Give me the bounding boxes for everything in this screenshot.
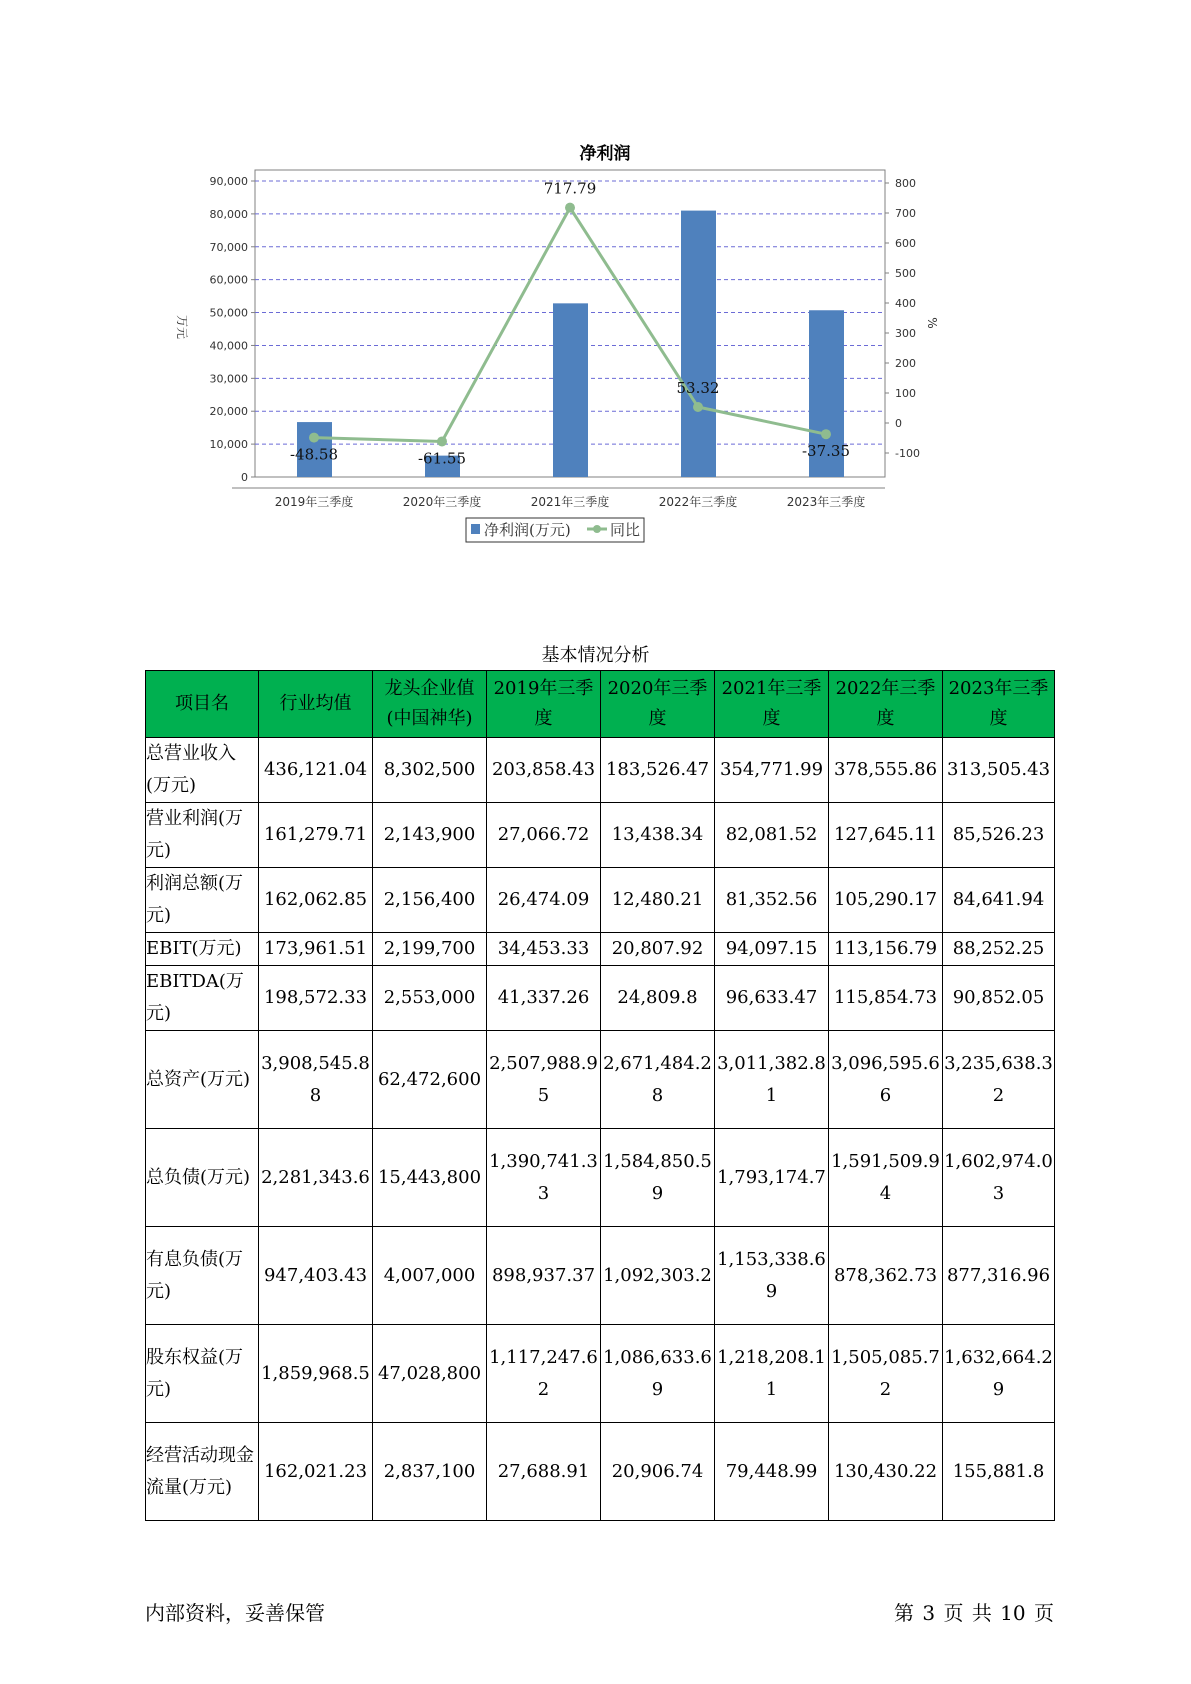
value-cell: 2,507,988.95 — [487, 1031, 601, 1129]
value-cell: 82,081.52 — [715, 803, 829, 868]
table-row — [146, 738, 1055, 803]
value-cell: 313,505.43 — [943, 738, 1055, 803]
value-cell: 27,688.91 — [487, 1423, 601, 1521]
row-label-cell: 股东权益(万元) — [146, 1325, 259, 1423]
value-cell: 94,097.15 — [715, 933, 829, 966]
value-cell: 436,121.04 — [259, 738, 373, 803]
value-cell: 1,390,741.33 — [487, 1129, 601, 1227]
y2-tick-label: 700 — [895, 207, 916, 220]
header-cell: 2023年三季度 — [943, 671, 1055, 738]
y-tick-label: 20,000 — [209, 405, 248, 419]
value-cell: 88,252.25 — [943, 933, 1055, 966]
table-row — [146, 1129, 1055, 1227]
table-row — [146, 966, 1055, 1031]
value-cell: 20,906.74 — [601, 1423, 715, 1521]
table-row — [146, 1227, 1055, 1325]
net-profit-chart — [150, 130, 1050, 600]
chart-svg — [150, 130, 1050, 600]
value-cell: 12,480.21 — [601, 868, 715, 933]
value-cell: 113,156.79 — [829, 933, 943, 966]
value-cell: 898,937.37 — [487, 1227, 601, 1325]
y2-tick-label: 800 — [895, 177, 916, 190]
table-row — [146, 1031, 1055, 1129]
value-cell: 2,837,100 — [373, 1423, 487, 1521]
y2-tick-label: 600 — [895, 237, 916, 250]
value-cell: 2,156,400 — [373, 868, 487, 933]
yoy-point — [437, 436, 447, 446]
value-cell: 24,809.8 — [601, 966, 715, 1031]
y-tick-label: 30,000 — [209, 372, 248, 386]
value-cell: 183,526.47 — [601, 738, 715, 803]
value-cell: 2,199,700 — [373, 933, 487, 966]
value-cell: 1,092,303.2 — [601, 1227, 715, 1325]
value-cell: 2,281,343.6 — [259, 1129, 373, 1227]
legend-bar-swatch — [471, 524, 480, 534]
table-title: 基本情况分析 — [541, 645, 650, 666]
value-cell: 26,474.09 — [487, 868, 601, 933]
value-cell: 79,448.99 — [715, 1423, 829, 1521]
basic-analysis-table — [145, 670, 1055, 1521]
value-cell: 90,852.05 — [943, 966, 1055, 1031]
value-cell: 1,793,174.7 — [715, 1129, 829, 1227]
legend-line-label: 同比 — [610, 521, 641, 539]
bar — [553, 303, 588, 477]
value-cell: 3,908,545.88 — [259, 1031, 373, 1129]
table-row — [146, 1325, 1055, 1423]
y2-tick-label: 400 — [895, 297, 916, 310]
table-row — [146, 933, 1055, 966]
y2-tick-label: -100 — [895, 447, 920, 460]
x-tick-label: 2022年三季度 — [658, 495, 738, 509]
y-tick-label: 60,000 — [209, 273, 248, 287]
footer-confidential: 内部资料，妥善保管 — [145, 1601, 325, 1625]
data-label: 53.32 — [676, 379, 720, 398]
value-cell: 1,117,247.62 — [487, 1325, 601, 1423]
row-label-cell: 经营活动现金流量(万元) — [146, 1423, 259, 1521]
value-cell: 162,021.23 — [259, 1423, 373, 1521]
value-cell: 2,143,900 — [373, 803, 487, 868]
chart-title: 净利润 — [579, 144, 631, 164]
value-cell: 62,472,600 — [373, 1031, 487, 1129]
value-cell: 4,007,000 — [373, 1227, 487, 1325]
y-tick-label: 80,000 — [209, 207, 248, 221]
value-cell: 1,153,338.69 — [715, 1227, 829, 1325]
header-cell: 龙头企业值(中国神华) — [373, 671, 487, 738]
value-cell: 203,858.43 — [487, 738, 601, 803]
x-tick-label: 2019年三季度 — [274, 495, 354, 509]
value-cell: 877,316.96 — [943, 1227, 1055, 1325]
row-label-cell: 总资产(万元) — [146, 1031, 259, 1129]
value-cell: 947,403.43 — [259, 1227, 373, 1325]
value-cell: 161,279.71 — [259, 803, 373, 868]
value-cell: 173,961.51 — [259, 933, 373, 966]
value-cell: 2,553,000 — [373, 966, 487, 1031]
yoy-point — [693, 402, 703, 412]
row-label-cell: 有息负债(万元) — [146, 1227, 259, 1325]
table-row — [146, 868, 1055, 933]
table-header-row — [146, 671, 1055, 738]
value-cell: 878,362.73 — [829, 1227, 943, 1325]
y2-tick-label: 100 — [895, 387, 916, 400]
value-cell: 1,602,974.03 — [943, 1129, 1055, 1227]
value-cell: 1,218,208.11 — [715, 1325, 829, 1423]
header-cell: 2022年三季度 — [829, 671, 943, 738]
value-cell: 1,632,664.29 — [943, 1325, 1055, 1423]
bar — [681, 211, 716, 477]
value-cell: 1,591,509.94 — [829, 1129, 943, 1227]
value-cell: 130,430.22 — [829, 1423, 943, 1521]
value-cell: 81,352.56 — [715, 868, 829, 933]
row-label-cell: EBIT(万元) — [146, 933, 259, 966]
x-tick-label: 2021年三季度 — [530, 495, 610, 509]
header-cell: 2020年三季度 — [601, 671, 715, 738]
row-label-cell: 总营业收入(万元) — [146, 738, 259, 803]
table-row — [146, 1423, 1055, 1521]
row-label-cell: 总负债(万元) — [146, 1129, 259, 1227]
value-cell: 127,645.11 — [829, 803, 943, 868]
header-cell: 行业均值 — [259, 671, 373, 738]
data-label: -48.58 — [289, 445, 339, 464]
value-cell: 3,011,382.81 — [715, 1031, 829, 1129]
y-tick-label: 70,000 — [209, 240, 248, 254]
x-tick-label: 2020年三季度 — [402, 495, 482, 509]
row-label-cell: 利润总额(万元) — [146, 868, 259, 933]
data-label: -37.35 — [801, 442, 851, 461]
value-cell: 34,453.33 — [487, 933, 601, 966]
header-cell: 项目名 — [146, 671, 259, 738]
value-cell: 198,572.33 — [259, 966, 373, 1031]
value-cell: 1,086,633.69 — [601, 1325, 715, 1423]
row-label-cell: EBITDA(万元) — [146, 966, 259, 1031]
y2-tick-label: 200 — [895, 357, 916, 370]
value-cell: 47,028,800 — [373, 1325, 487, 1423]
value-cell: 155,881.8 — [943, 1423, 1055, 1521]
value-cell: 27,066.72 — [487, 803, 601, 868]
row-label-cell: 营业利润(万元) — [146, 803, 259, 868]
value-cell: 8,302,500 — [373, 738, 487, 803]
header-cell: 2021年三季度 — [715, 671, 829, 738]
value-cell: 378,555.86 — [829, 738, 943, 803]
y2-tick-label: 300 — [895, 327, 916, 340]
value-cell: 162,062.85 — [259, 868, 373, 933]
value-cell: 3,096,595.66 — [829, 1031, 943, 1129]
header-cell: 2019年三季度 — [487, 671, 601, 738]
value-cell: 2,671,484.28 — [601, 1031, 715, 1129]
y2-tick-label: 0 — [895, 417, 902, 430]
y-axis-title: 万元 — [175, 314, 189, 340]
yoy-point — [309, 433, 319, 443]
value-cell: 13,438.34 — [601, 803, 715, 868]
value-cell: 1,859,968.5 — [259, 1325, 373, 1423]
value-cell: 3,235,638.32 — [943, 1031, 1055, 1129]
y-tick-label: 0 — [241, 471, 248, 484]
y2-axis-title: % — [925, 317, 939, 329]
legend-line-marker — [593, 525, 601, 533]
table-row — [146, 803, 1055, 868]
value-cell: 84,641.94 — [943, 868, 1055, 933]
value-cell: 115,854.73 — [829, 966, 943, 1031]
value-cell: 41,337.26 — [487, 966, 601, 1031]
value-cell: 85,526.23 — [943, 803, 1055, 868]
value-cell: 1,505,085.72 — [829, 1325, 943, 1423]
data-label: 717.79 — [543, 179, 597, 198]
yoy-point — [821, 429, 831, 439]
x-tick-label: 2023年三季度 — [786, 495, 866, 509]
value-cell: 20,807.92 — [601, 933, 715, 966]
yoy-point — [565, 203, 575, 213]
value-cell: 15,443,800 — [373, 1129, 487, 1227]
y-tick-label: 90,000 — [209, 175, 248, 188]
y2-tick-label: 500 — [895, 267, 916, 280]
value-cell: 354,771.99 — [715, 738, 829, 803]
y-tick-label: 50,000 — [209, 306, 248, 320]
footer-page-number: 第 3 页 共 10 页 — [894, 1601, 1054, 1625]
value-cell: 1,584,850.59 — [601, 1129, 715, 1227]
y-tick-label: 40,000 — [209, 339, 248, 353]
y-tick-label: 10,000 — [209, 438, 248, 452]
value-cell: 105,290.17 — [829, 868, 943, 933]
data-label: -61.55 — [417, 449, 467, 468]
legend-bar-label: 净利润(万元) — [484, 521, 571, 539]
value-cell: 96,633.47 — [715, 966, 829, 1031]
